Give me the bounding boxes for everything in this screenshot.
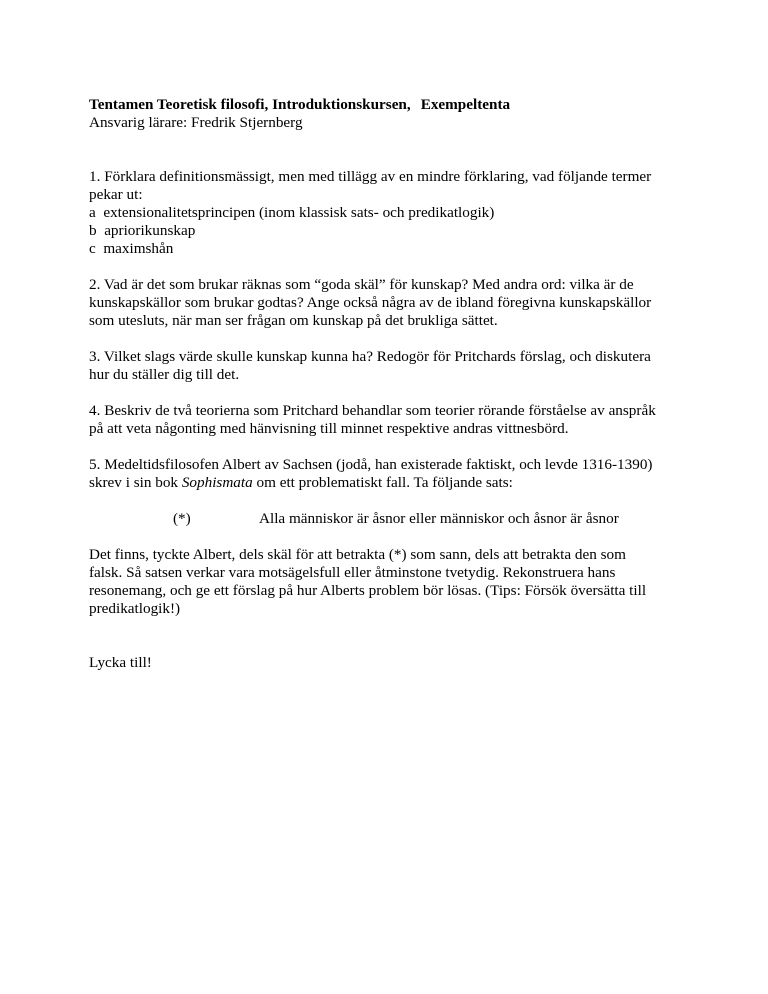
question-4-line: på att veta någonting med hänvisning till minnet respektive andras vittnesbörd. [89,420,569,437]
sentence-text: Alla människor är åsnor eller människor och åsnor är åsnor [259,510,619,527]
question-5-paragraph-line: Det finns, tyckte Albert, dels skäl för att betrakta (*) som sann, dels att betrakta den som [89,546,626,563]
sentence-label: (*) [173,510,191,527]
question-2-line: som utesluts, när man ser frågan om kunskap på det brukliga sättet. [89,312,498,329]
question-1-item-a: a extensionalitetsprincipen (inom klassisk sats- och predikatlogik) [89,204,495,221]
closing-text: Lycka till! [89,654,152,671]
title-subtitle: Exempeltenta [420,96,511,113]
question-2 [89,276,689,330]
question-2-line: kunskapskällor som brukar godtas? Ange också några av de ibland föregivna kunskapskällor [89,294,652,311]
exam-document [89,96,689,672]
question-5-line: 5. Medeltidsfilosofen Albert av Sachsen (jodå, han existerade faktiskt, och levde 1316-1390) [89,456,653,473]
question-1-line: pekar ut: [89,186,143,203]
responsible-teacher: Ansvarig lärare: Fredrik Stjernberg [89,114,303,131]
question-5-text: om ett problematiskt fall. Ta följande sats: [252,474,513,491]
title-main: Tentamen Teoretisk filosofi, Introduktionskursen, [89,96,411,113]
question-3 [89,348,689,384]
question-4-line: 4. Beskriv de två teorierna som Pritchard behandlar som teorier rörande förståelse av anspråk [89,402,656,419]
question-5-paragraph-line: predikatlogik!) [89,600,181,617]
question-1 [89,168,689,258]
question-5-line [89,474,689,492]
question-3-line: 3. Vilket slags värde skulle kunskap kunna ha? Redogör för Pritchards förslag, och diskutera [89,348,651,365]
question-1-line: 1. Förklara definitionsmässigt, men med tillägg av en mindre förklaring, vad följande termer [89,168,652,185]
question-5-paragraph-line: falsk. Så satsen verkar vara motsägelsfull eller åtminstone tvetydig. Rekonstruera hans [89,564,616,581]
question-4 [89,402,689,438]
sentence-display [89,510,689,528]
question-1-item-b: b apriorikunskap [89,222,196,239]
question-1-item-c: c maximshån [89,240,174,257]
question-3-line: hur du ställer dig till det. [89,366,240,383]
book-title: Sophismata [181,474,253,491]
question-5-paragraph-line: resonemang, och ge ett förslag på hur Alberts problem bör lösas. (Tips: Försök översätta till [89,582,647,599]
question-5-text: skrev i sin bok [89,474,182,491]
question-5 [89,456,689,618]
exam-title [89,96,689,114]
question-2-line: 2. Vad är det som brukar räknas som “goda skäl” för kunskap? Med andra ord: vilka är de [89,276,634,293]
